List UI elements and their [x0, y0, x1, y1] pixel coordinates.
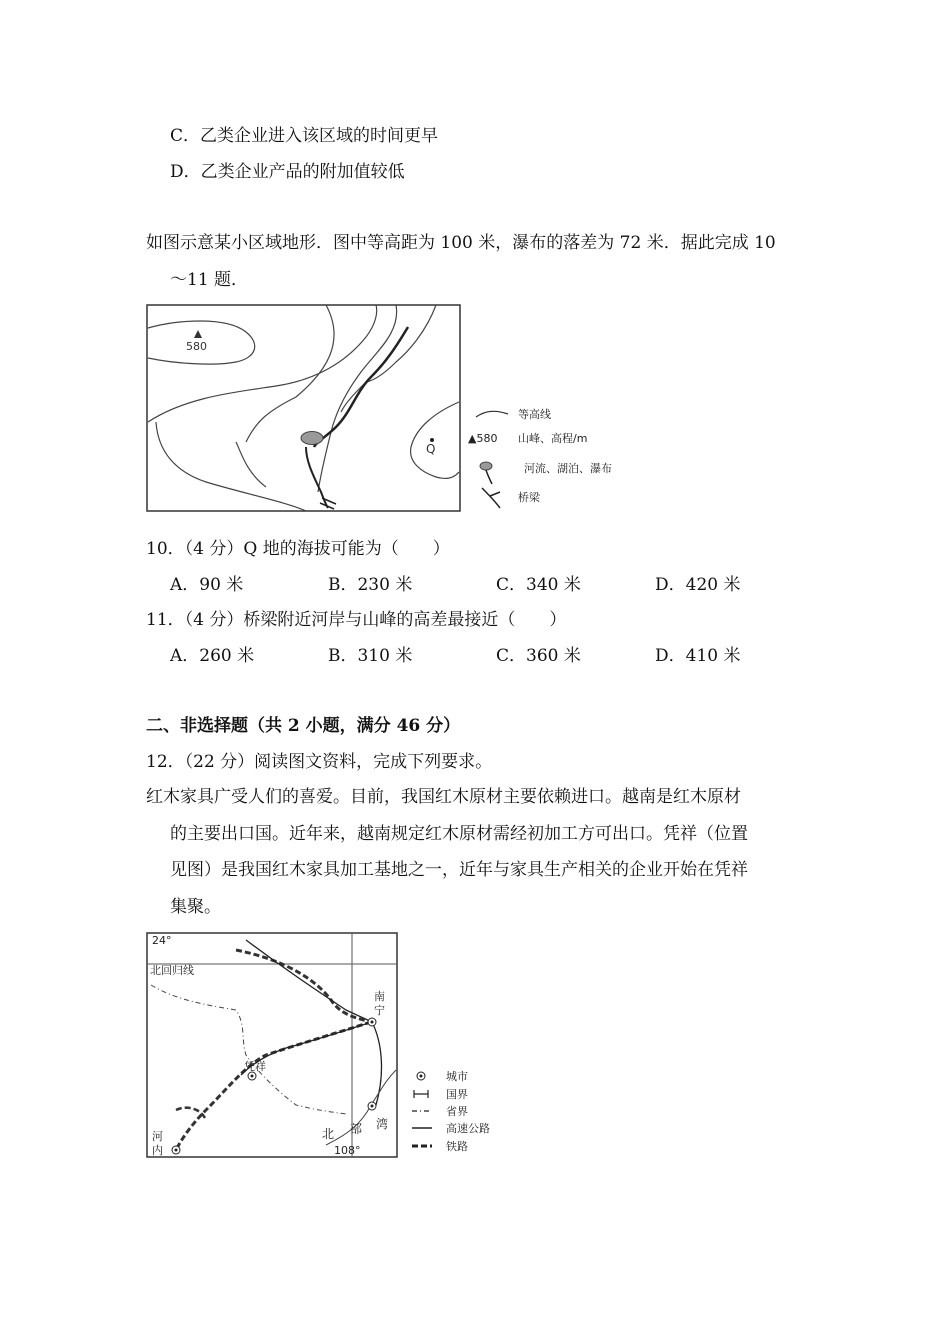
gulf-label-2: 部: [350, 1122, 363, 1136]
gulf-label-3: 湾: [376, 1117, 389, 1131]
nanning-label-1: 南: [374, 990, 385, 1003]
q12-para-line-3: 见图）是我国红木家具加工基地之一，近年与家具生产相关的企业开始在凭祥: [170, 860, 748, 880]
section-heading: 二、非选择题（共 2 小题，满分 46 分）: [146, 716, 461, 736]
option-c-prev: C．乙类企业进入该区域的时间更早: [170, 126, 439, 146]
q12-stem: 12．（22 分）阅读图文资料，完成下列要求。: [146, 752, 493, 772]
legend-river: 河流、湖泊、瀑布: [524, 462, 612, 475]
legend-highway: 高速公路: [446, 1122, 490, 1135]
hanoi-label-1: 河: [152, 1130, 163, 1143]
q11-stem: 11．（4 分）桥梁附近河岸与山峰的高差最接近（ ）: [146, 610, 567, 630]
q11-option-a[interactable]: A．260 米: [170, 646, 255, 666]
tropic-label: 北回归线: [150, 964, 194, 977]
legend-bridge: 桥梁: [518, 491, 540, 504]
q11-option-d[interactable]: D．410 米: [655, 646, 741, 666]
intro-line-2: ～11 题．: [170, 270, 249, 290]
legend-national-border: 国界: [446, 1088, 468, 1101]
q11-option-b[interactable]: B．310 米: [328, 646, 413, 666]
peak-elevation-label: 580: [186, 340, 207, 353]
legend-railway: 铁路: [446, 1140, 468, 1153]
q10-stem: 10．（4 分）Q 地的海拔可能为（ ）: [146, 539, 450, 559]
gulf-label-1: 北: [322, 1127, 335, 1141]
q12-para-line-2: 的主要出口国。近年来，越南规定红木原材需经初加工方可出口。凭祥（位置: [170, 824, 748, 844]
nanning-label-2: 宁: [374, 1004, 385, 1017]
q10-option-d[interactable]: D．420 米: [655, 575, 741, 595]
longitude-label: 108°: [334, 1144, 361, 1157]
q12-para-line-1: 红木家具广受人们的喜爱。目前，我国红木原材主要依赖进口。越南是红木原材: [146, 787, 741, 807]
latitude-label: 24°: [152, 934, 172, 947]
q10-option-c[interactable]: C．340 米: [496, 575, 581, 595]
q11-option-c[interactable]: C．360 米: [496, 646, 581, 666]
legend-peak-value: ▲580: [468, 432, 498, 445]
legend-city: 城市: [446, 1070, 468, 1083]
q10-option-a[interactable]: A．90 米: [170, 575, 244, 595]
legend-provincial-border: 省界: [446, 1105, 468, 1118]
point-q-label: Q: [426, 442, 436, 456]
pingxiang-label: 凭祥: [244, 1060, 266, 1073]
q10-option-b[interactable]: B．230 米: [328, 575, 413, 595]
q12-para-line-4: 集聚。: [170, 897, 221, 917]
regional-map: [146, 930, 516, 1160]
intro-line-1: 如图示意某小区域地形．图中等高距为 100 米，瀑布的落差为 72 米．据此完成 10: [146, 233, 776, 253]
topographic-map: [146, 302, 656, 517]
legend-contour: 等高线: [518, 408, 551, 421]
option-d-prev: D．乙类企业产品的附加值较低: [170, 162, 405, 182]
hanoi-label-2: 内: [152, 1144, 163, 1157]
legend-peak: 山峰、高程/m: [518, 432, 588, 445]
